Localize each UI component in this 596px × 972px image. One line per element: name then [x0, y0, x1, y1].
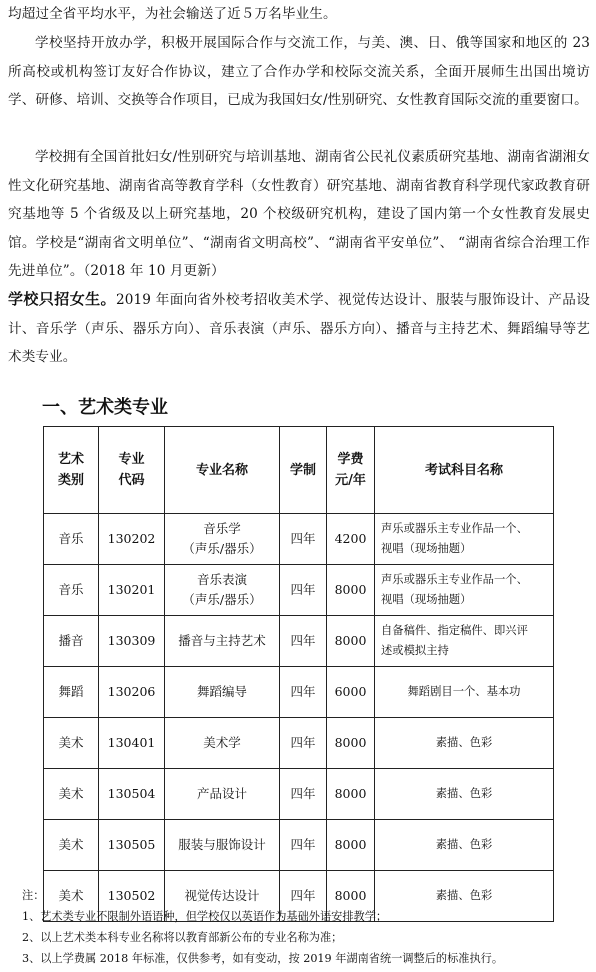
cell-duration: 四年: [280, 514, 327, 565]
cell-name: 视觉传达设计: [165, 871, 280, 922]
cell-name: 音乐表演 （声乐/器乐）: [165, 565, 280, 616]
table-row: [44, 514, 554, 565]
cell-name: 播音与主持艺术: [165, 616, 280, 667]
cell-fee: 8000: [327, 565, 375, 616]
cell-code: 130401: [99, 718, 165, 769]
notes-label: 注：: [22, 889, 45, 902]
table-row: [44, 616, 554, 667]
header-exam: 考试科目名称: [375, 427, 554, 514]
note-item: 3、以上学费属 2018 年标准，仅供参考，如有变动，按 2019 年湖南省统一调整后的标准执行。: [22, 952, 504, 965]
cell-duration: 四年: [280, 565, 327, 616]
cell-category: 音乐: [44, 565, 99, 616]
cell-duration: 四年: [280, 667, 327, 718]
cell-duration: 四年: [280, 616, 327, 667]
cell-category: 美术: [44, 820, 99, 871]
cell-exam: 舞蹈剧目一个、基本功: [375, 667, 554, 718]
cell-fee: 8000: [327, 769, 375, 820]
cell-code: 130206: [99, 667, 165, 718]
note-item: 2、以上艺术类本科专业名称将以教育部新公布的专业名称为准；: [22, 931, 343, 944]
cell-fee: 8000: [327, 616, 375, 667]
intro-paragraph-2: 学校坚持开放办学，积极开展国际合作与交流工作，与美、澳、日、俄等国家和地区的 23 所高校或机构签订友好合作协议，建立了合作办学和校际交流关系，全面开展师生出国出境访学、研修、培训、交换等合作项目，已成为我国妇女/性别研究、女性教育国际交流的重要窗口。: [8, 35, 590, 108]
table-row: [44, 718, 554, 769]
cell-fee: 6000: [327, 667, 375, 718]
female-only-notice: 学校只招女生。: [8, 290, 116, 308]
header-name: 专业名称: [165, 427, 280, 514]
table-row: [44, 769, 554, 820]
note-item: 1、艺术类专业不限制外语语种，但学校仅以英语作为基础外语安排教学；: [22, 910, 388, 923]
cell-name: 产品设计: [165, 769, 280, 820]
cell-category: 播音: [44, 616, 99, 667]
cell-name: 美术学: [165, 718, 280, 769]
cell-duration: 四年: [280, 769, 327, 820]
intro-paragraph-3: 学校拥有全国首批妇女/性别研究与培训基地、湖南省公民礼仪素质研究基地、湖南省湖湘女性文化研究基地、湖南省高等教育学科（女性教育）研究基地、湖南省教育科学现代家政教育研究基地等 5 个省级及以上研究基地，20 个校级研究机构，建设了国内第一个女性教育发展史馆。学校是“湖南省文明单位”、“湖南省文明高校”、“湖南省平安单位”、 “湖南省综合治理工作先进单位”。（2018 年 10 月更新）: [8, 149, 590, 279]
cell-code: 130309: [99, 616, 165, 667]
intro-paragraph-4: [8, 285, 590, 372]
section-title: 一、艺术类专业: [42, 397, 168, 418]
header-category: 艺术 类别: [44, 427, 99, 514]
cell-exam: 声乐或器乐主专业作品一个、 视唱（现场抽题）: [375, 565, 554, 616]
cell-fee: 8000: [327, 871, 375, 922]
cell-fee: 4200: [327, 514, 375, 565]
cell-exam: 素描、色彩: [375, 820, 554, 871]
cell-fee: 8000: [327, 718, 375, 769]
cell-duration: 四年: [280, 820, 327, 871]
cell-exam: 素描、色彩: [375, 769, 554, 820]
cell-code: 130202: [99, 514, 165, 565]
table-row: [44, 667, 554, 718]
cell-code: 130502: [99, 871, 165, 922]
cell-fee: 8000: [327, 820, 375, 871]
cell-exam: 声乐或器乐主专业作品一个、 视唱（现场抽题）: [375, 514, 554, 565]
enrollment-summary: 2019 年面向省外校考招收美术学、视觉传达设计、服装与服饰设计、产品设计、音乐学（声乐、器乐方向）、音乐表演（声乐、器乐方向）、播音与主持艺术、舞蹈编导等艺术类专业。: [8, 292, 590, 365]
cell-name: 服装与服饰设计: [165, 820, 280, 871]
notes-section: [22, 885, 590, 969]
table-header-row: [44, 427, 554, 514]
cell-duration: 四年: [280, 871, 327, 922]
cell-code: 130201: [99, 565, 165, 616]
cell-name: 舞蹈编导: [165, 667, 280, 718]
majors-table: [43, 426, 554, 922]
cell-category: 舞蹈: [44, 667, 99, 718]
cell-exam: 素描、色彩: [375, 718, 554, 769]
cell-code: 130505: [99, 820, 165, 871]
cell-category: 美术: [44, 769, 99, 820]
cell-duration: 四年: [280, 718, 327, 769]
header-fee: 学费 元/年: [327, 427, 375, 514]
cell-category: 美术: [44, 718, 99, 769]
cell-category: 美术: [44, 871, 99, 922]
header-code: 专业 代码: [99, 427, 165, 514]
cell-name: 音乐学 （声乐/器乐）: [165, 514, 280, 565]
table-row: [44, 565, 554, 616]
table-row: [44, 820, 554, 871]
cell-exam: 自备稿件、指定稿件、即兴评 述或模拟主持: [375, 616, 554, 667]
header-duration: 学制: [280, 427, 327, 514]
intro-paragraph-1: 均超过全省平均水平，为社会输送了近５万名毕业生。: [8, 6, 337, 22]
cell-category: 音乐: [44, 514, 99, 565]
cell-exam: 素描、色彩: [375, 871, 554, 922]
cell-code: 130504: [99, 769, 165, 820]
